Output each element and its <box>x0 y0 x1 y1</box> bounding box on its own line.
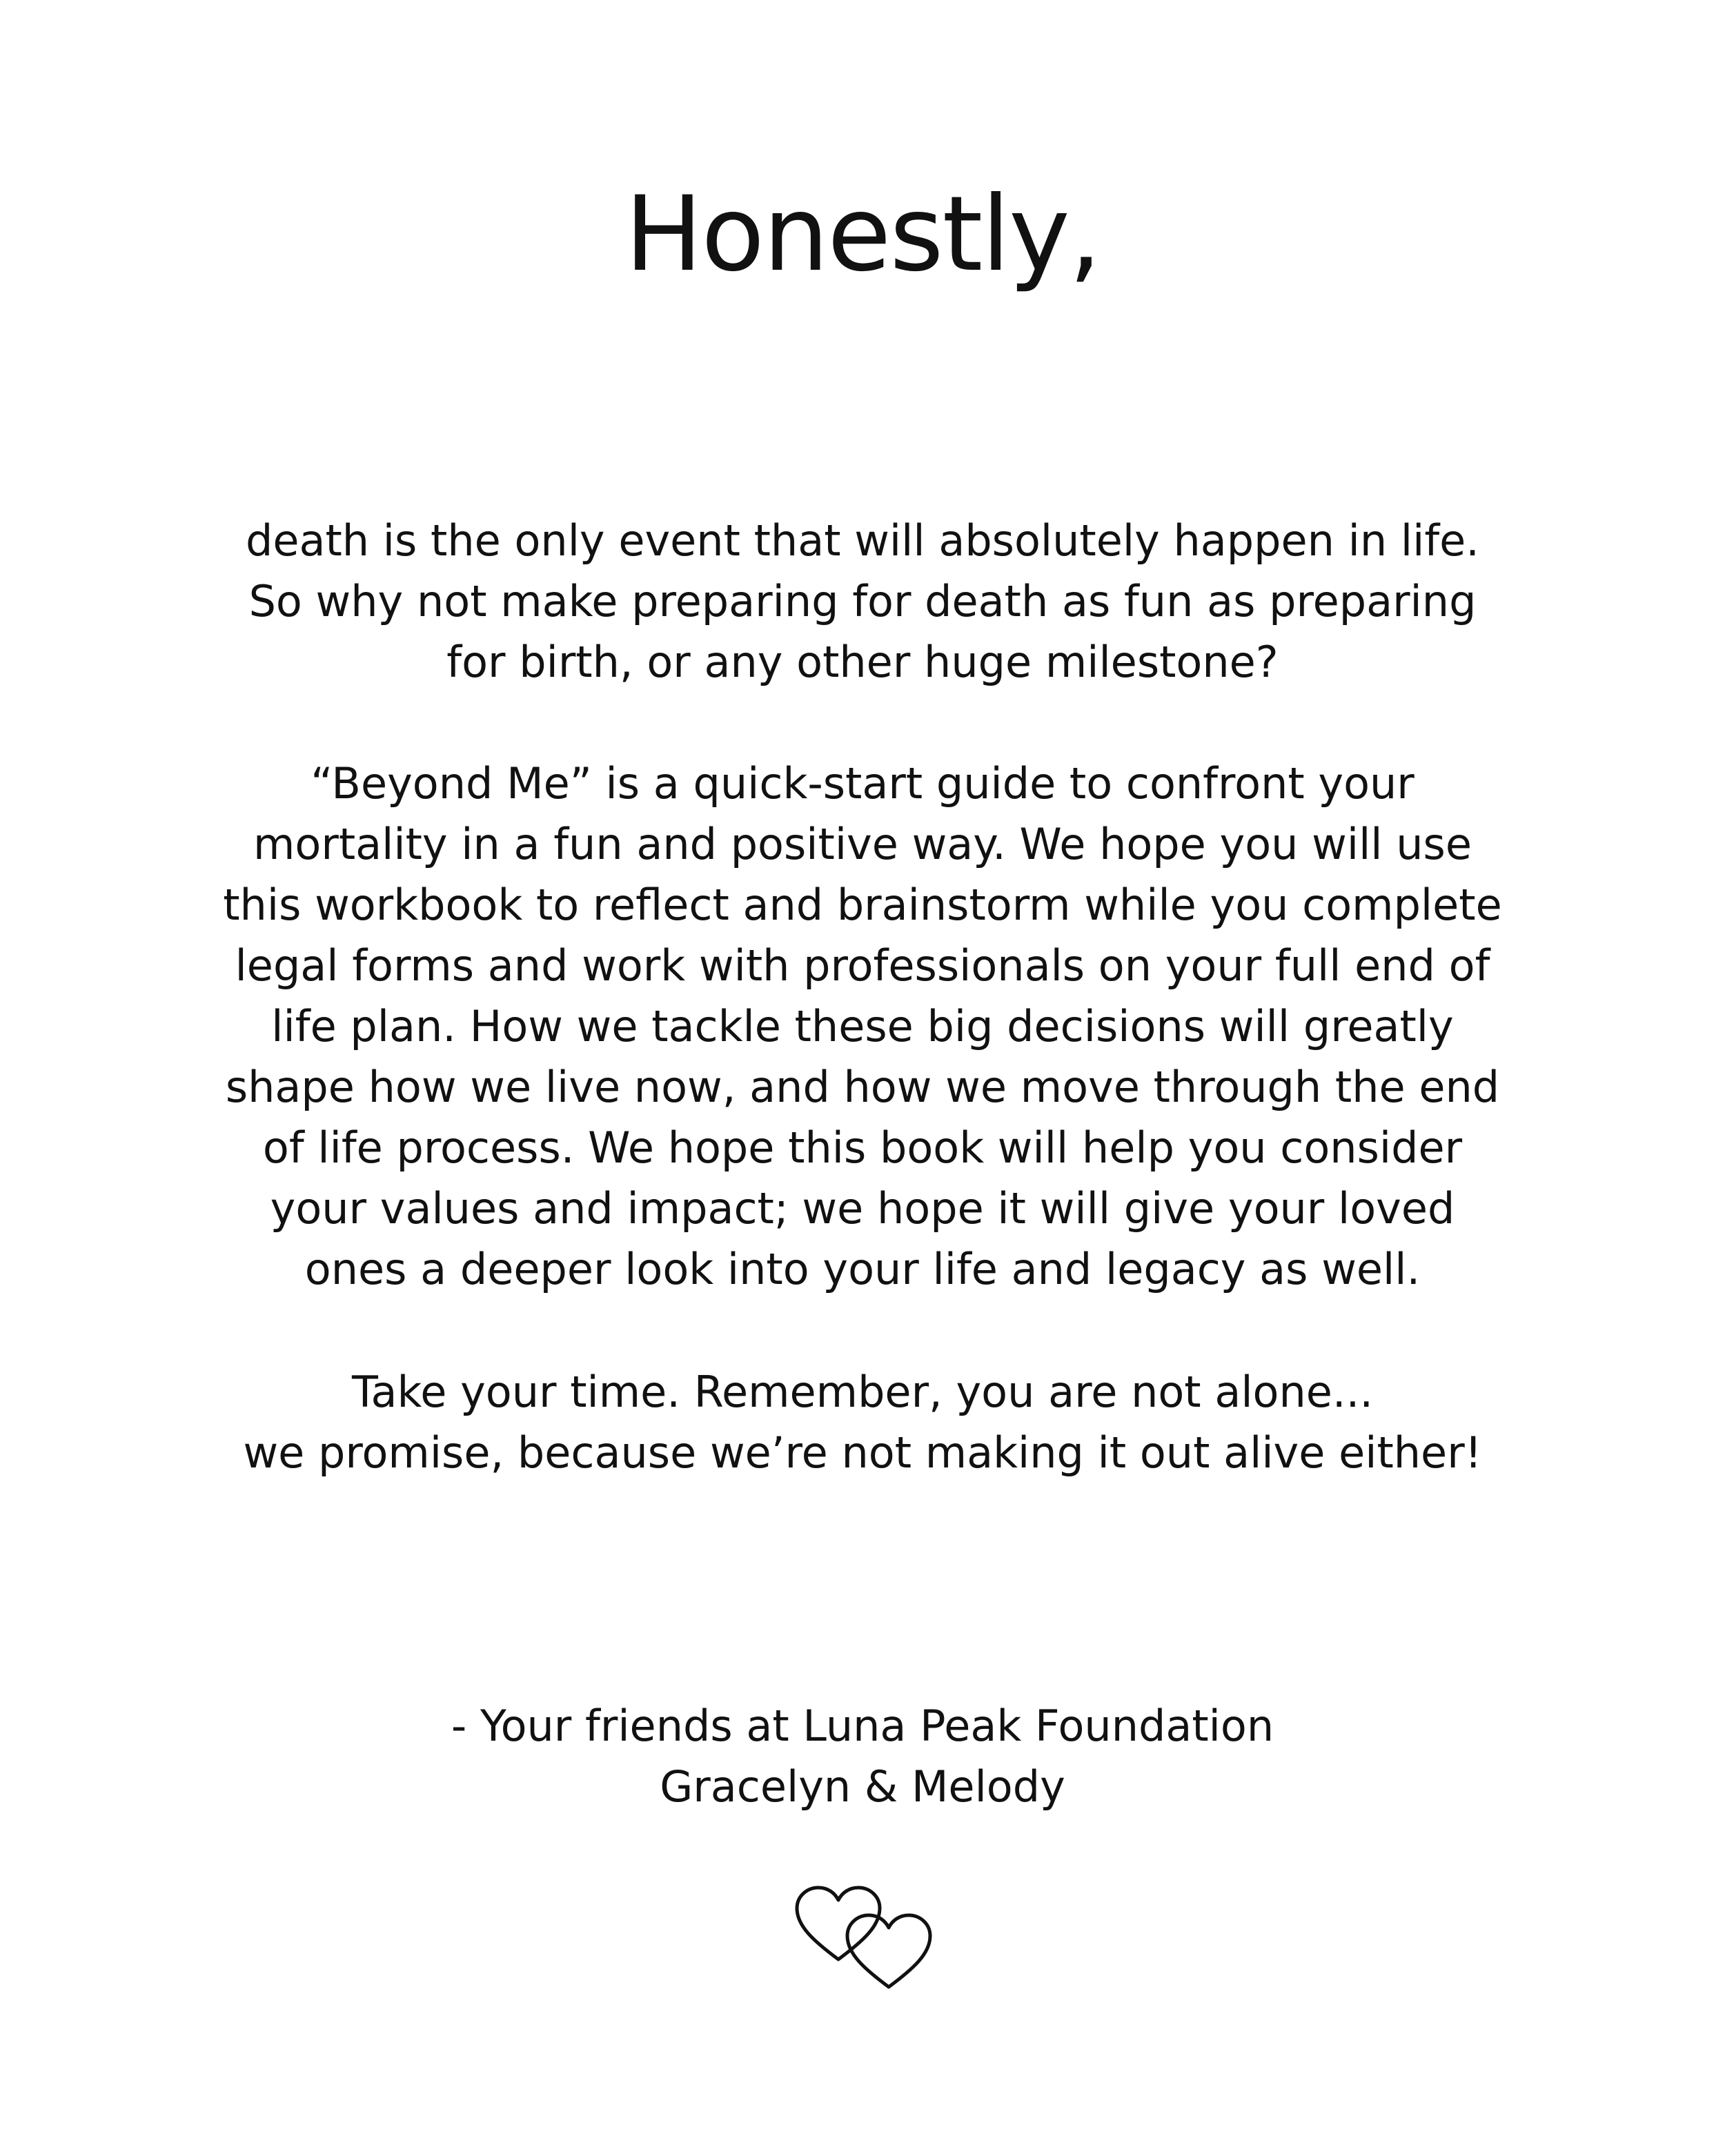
page-title: Honestly, <box>624 175 1101 295</box>
text-line: this workbook to reflect and brainstorm while you complete <box>223 880 1502 930</box>
two-hearts-icon <box>793 1883 938 1994</box>
heart-right-icon <box>847 1915 930 1987</box>
text-line: your values and impact; we hope it will give your loved <box>270 1183 1455 1234</box>
signature <box>138 1696 1587 1817</box>
text-line: we promise, because we’re not making it out alive either! <box>243 1427 1482 1478</box>
text-line: life plan. How we tackle these big decisions will greatly <box>271 1001 1454 1051</box>
text-line: of life process. We hope this book will help you consider <box>262 1122 1463 1173</box>
text-line: So why not make preparing for death as fun as preparing <box>248 576 1477 626</box>
text-line: death is the only event that will absolutely happen in life. <box>245 515 1480 566</box>
text-line: shape how we live now, and how we move through the end <box>225 1062 1500 1112</box>
text-line: mortality in a fun and positive way. We hope you will use <box>253 819 1472 869</box>
text-line: for birth, or any other huge milestone? <box>446 637 1279 687</box>
text-line: legal forms and work with professionals on your full end of <box>235 940 1490 991</box>
guide-paragraph <box>138 753 1587 1300</box>
text-line: “Beyond Me” is a quick-start guide to confront your <box>310 758 1414 809</box>
text-line: Take your time. Remember, you are not alone... <box>351 1367 1374 1417</box>
signature-names: Gracelyn & Melody <box>660 1761 1065 1812</box>
intro-paragraph <box>138 511 1587 693</box>
text-line: ones a deeper look into your life and legacy as well. <box>304 1244 1421 1294</box>
signature-line: - Your friends at Luna Peak Foundation <box>451 1701 1274 1751</box>
heart-left-icon <box>797 1888 880 1959</box>
closing-paragraph <box>138 1362 1587 1483</box>
